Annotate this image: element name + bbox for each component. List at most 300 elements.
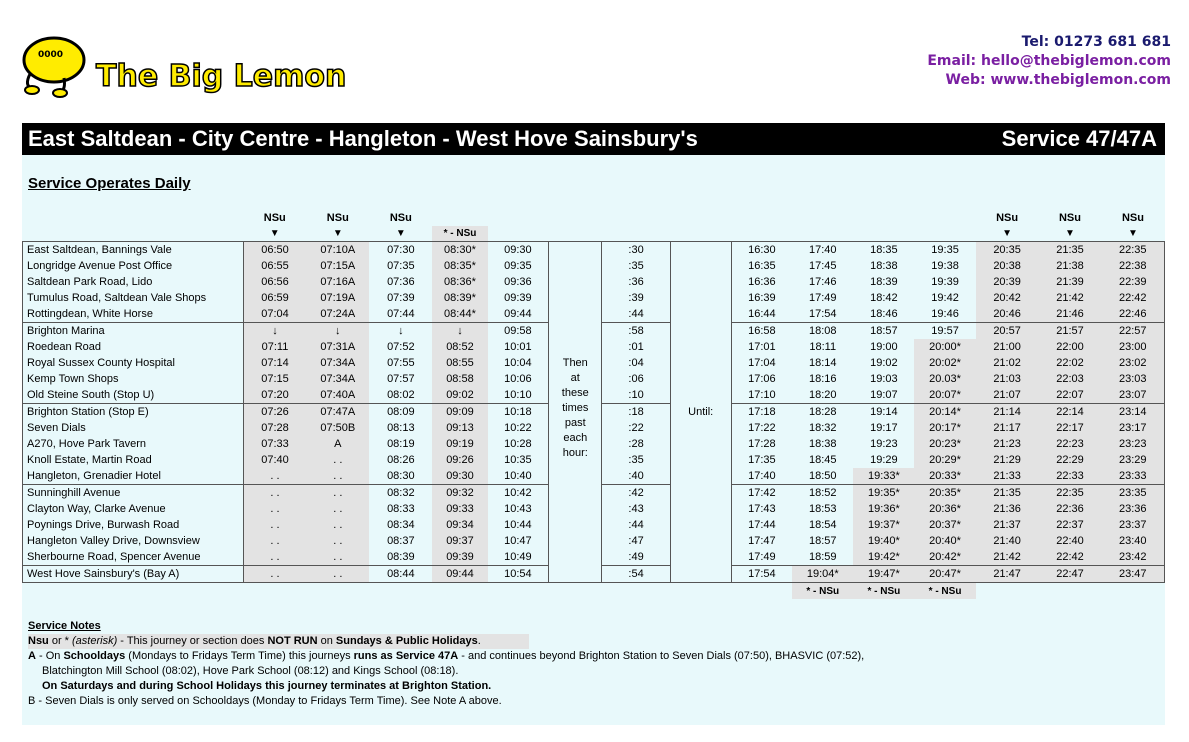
- then-word: these: [561, 386, 589, 399]
- minutes-past-cell: :39: [602, 290, 670, 306]
- time-cell: 22:23: [1039, 436, 1102, 452]
- header-left-cell: ▼: [332, 228, 343, 239]
- time-cell: 09:13: [432, 420, 487, 436]
- footer-empty-cell: [243, 583, 306, 600]
- time-cell: 21:37: [976, 517, 1039, 533]
- time-cell: 20:36*: [914, 501, 975, 517]
- header-mid-cell: [602, 226, 670, 242]
- time-cell: 23:17: [1101, 420, 1164, 436]
- time-cell: 18:42: [870, 291, 898, 304]
- time-cell: 17:47: [731, 533, 792, 549]
- time-cell: 18:45: [808, 453, 837, 466]
- time-cell: 17:18: [731, 404, 792, 421]
- time-cell: 10:42: [488, 485, 549, 502]
- time-cell: 22:35: [1039, 485, 1102, 502]
- minutes-past-cell: :18: [602, 404, 670, 421]
- time-cell: 07:04: [243, 306, 306, 323]
- time-cell: 08:37: [387, 534, 415, 547]
- minutes-past-cell: :30: [602, 242, 670, 259]
- logo-wordmark: The Big Lemon: [96, 59, 347, 94]
- time-cell: 20:00*: [914, 339, 975, 355]
- time-cell: 08:09: [387, 405, 415, 418]
- time-cell: 19:33*: [853, 468, 914, 485]
- stop-name: Sunninghill Avenue: [23, 485, 244, 502]
- stop-name: Kemp Town Shops: [23, 371, 244, 387]
- time-cell: 10:49: [488, 549, 549, 566]
- minutes-past-cell: :28: [602, 436, 670, 452]
- time-cell: 18:38: [870, 259, 898, 272]
- service-notes: [28, 619, 1158, 709]
- footer-empty-cell: [670, 583, 731, 600]
- footer-nsu-cell: * - NSu: [853, 583, 914, 600]
- time-cell: 21:29: [976, 452, 1039, 468]
- stop-name: Hangleton, Grenadier Hotel: [23, 468, 244, 485]
- time-cell: 09:30: [488, 242, 549, 259]
- time-cell: 19:23: [870, 437, 898, 450]
- header-right-cell: ▼: [1065, 228, 1075, 239]
- footer-nsu-cell: [1039, 583, 1102, 600]
- contact-email[interactable]: Email: hello@thebiglemon.com: [927, 53, 1171, 69]
- then-word: past: [564, 416, 586, 429]
- time-cell: 07:34A: [306, 371, 369, 387]
- time-cell: 07:33: [243, 436, 306, 452]
- header-left-cell: * - NSu: [432, 226, 487, 242]
- time-cell: 07:14: [243, 355, 306, 371]
- time-cell: 21:23: [976, 436, 1039, 452]
- header-right-cell: NSu: [1121, 212, 1144, 224]
- route-title: East Saltdean - City Centre - Hangleton - West Hove Sainsbury's: [28, 126, 698, 151]
- time-cell: 23:02: [1101, 355, 1164, 371]
- time-cell: 07:26: [243, 404, 306, 421]
- time-cell: 20:17*: [914, 420, 975, 436]
- time-cell: . .: [306, 485, 369, 502]
- time-cell: 07:44: [369, 306, 432, 323]
- header-then-cell: [549, 226, 602, 242]
- time-cell: 22:00: [1039, 339, 1102, 355]
- time-cell: 16:44: [731, 306, 792, 323]
- time-cell: 21:35: [976, 485, 1039, 502]
- time-cell: 18:11: [809, 340, 837, 353]
- time-cell: 18:54: [808, 518, 837, 531]
- time-cell: 10:18: [488, 404, 549, 421]
- minutes-past-cell: :49: [602, 549, 670, 566]
- time-cell: 21:40: [976, 533, 1039, 549]
- time-cell: 18:53: [808, 502, 837, 515]
- time-cell: 20:23*: [914, 436, 975, 452]
- minutes-past-cell: :54: [602, 566, 670, 583]
- time-cell: 07:15A: [306, 258, 369, 274]
- time-cell: 17:46: [808, 275, 837, 288]
- stop-name: Royal Sussex County Hospital: [23, 355, 244, 371]
- time-cell: 20:35: [976, 242, 1039, 259]
- time-cell: 07:40A: [306, 387, 369, 404]
- time-cell: 21:57: [1039, 323, 1102, 340]
- header-left-cell: ▼: [395, 228, 406, 239]
- time-cell: 17:44: [731, 517, 792, 533]
- time-cell: 18:28: [808, 405, 837, 418]
- time-cell: 07:35: [387, 259, 415, 272]
- header-right-cell: [731, 226, 792, 242]
- time-cell: 09:32: [432, 485, 487, 502]
- minutes-past-cell: :36: [602, 274, 670, 290]
- until-label: Until:: [670, 242, 731, 583]
- time-cell: 20:02*: [914, 355, 975, 371]
- time-cell: . .: [243, 533, 306, 549]
- header-left-cell: ▼: [269, 228, 280, 239]
- time-cell: 19:37*: [853, 517, 914, 533]
- then-word: hour:: [562, 446, 588, 459]
- footer-nsu-cell: [731, 583, 792, 600]
- time-cell: 18:57: [870, 324, 898, 337]
- time-cell: 08:30: [369, 468, 432, 485]
- stop-name: Brighton Marina: [23, 323, 244, 340]
- time-cell: 23:47: [1101, 566, 1164, 583]
- minutes-past-cell: :35: [602, 452, 670, 468]
- time-cell: 10:54: [488, 566, 549, 583]
- time-cell: 21:36: [976, 501, 1039, 517]
- time-cell: 07:34A: [306, 355, 369, 371]
- time-cell: 21:33: [976, 468, 1039, 485]
- footer-empty-cell: [488, 583, 549, 600]
- stop-name: Sherbourne Road, Spencer Avenue: [23, 549, 244, 566]
- time-cell: 22:29: [1039, 452, 1102, 468]
- time-cell: 07:24A: [306, 306, 369, 323]
- time-cell: 19:03: [870, 372, 898, 385]
- lemon-mascot-icon: [16, 30, 347, 100]
- time-cell: 23:29: [1101, 452, 1164, 468]
- time-cell: 08:39: [369, 549, 432, 566]
- arrow-row: [23, 226, 1165, 242]
- time-cell: 23:35: [1101, 485, 1164, 502]
- time-cell: 09:34: [432, 517, 487, 533]
- time-cell: 08:34: [387, 518, 415, 531]
- time-cell: 23:00: [1101, 339, 1164, 355]
- header-left-cell: NSu: [326, 212, 349, 224]
- minutes-past-cell: :43: [602, 501, 670, 517]
- time-cell: 21:46: [1039, 306, 1102, 323]
- time-cell: 18:35: [853, 242, 914, 259]
- footer-empty-cell: [549, 583, 602, 600]
- header-right-cell: NSu: [996, 212, 1019, 224]
- time-cell: 10:43: [488, 501, 549, 517]
- time-cell: 18:52: [808, 486, 837, 499]
- footer-nsu-cell: * - NSu: [914, 583, 975, 600]
- time-cell: 21:35: [1039, 242, 1102, 259]
- time-cell: . .: [243, 485, 306, 502]
- time-cell: 16:35: [731, 258, 792, 274]
- time-cell: 23:42: [1101, 549, 1164, 566]
- time-cell: 08:44*: [432, 306, 487, 323]
- time-cell: 18:20: [792, 387, 853, 404]
- contact-block: [927, 33, 1171, 90]
- time-cell: 07:30: [369, 242, 432, 259]
- timetable-panel: [22, 155, 1165, 725]
- time-cell: 07:47A: [306, 404, 369, 421]
- time-cell: 18:57: [808, 534, 837, 547]
- time-cell: 07:28: [243, 420, 306, 436]
- time-cell: 22:42: [1039, 549, 1102, 566]
- minutes-past-cell: :42: [602, 485, 670, 502]
- time-cell: 20:14*: [914, 404, 975, 421]
- title-bar: [22, 123, 1165, 155]
- time-cell: 09:44: [488, 306, 549, 323]
- time-cell: 21:39: [1039, 274, 1102, 290]
- time-cell: . .: [306, 517, 369, 533]
- contact-tel: Tel: 01273 681 681: [1021, 34, 1171, 50]
- time-cell: . .: [306, 452, 369, 468]
- header-right-cell: [853, 226, 914, 242]
- minutes-past-cell: :35: [602, 258, 670, 274]
- time-cell: 20.03*: [914, 371, 975, 387]
- header-right-cell: [914, 211, 975, 226]
- time-cell: 19:47*: [853, 566, 914, 583]
- time-cell: 16:36: [731, 274, 792, 290]
- time-cell: 22:57: [1101, 323, 1164, 340]
- time-cell: 16:58: [731, 323, 792, 340]
- time-cell: 17:04: [731, 355, 792, 371]
- time-cell: 22:47: [1039, 566, 1102, 583]
- stop-name: East Saltdean, Bannings Vale: [23, 242, 244, 259]
- time-cell: 22:07: [1039, 387, 1102, 404]
- time-cell: 06:56: [243, 274, 306, 290]
- time-cell: 18:08: [808, 324, 837, 337]
- operates-heading: Service Operates Daily: [28, 175, 191, 192]
- time-cell: 10:22: [488, 420, 549, 436]
- time-cell: 07:16A: [306, 274, 369, 290]
- time-cell: 07:57: [387, 372, 415, 385]
- stop-name: Hangleton Valley Drive, Downsview: [23, 533, 244, 549]
- time-cell: 19:07: [853, 387, 914, 404]
- time-cell: 10:10: [488, 387, 549, 404]
- time-cell: 17:40: [792, 242, 853, 259]
- time-cell: 21:17: [976, 420, 1039, 436]
- time-cell: 21:14: [976, 404, 1039, 421]
- time-cell: 20:42*: [914, 549, 975, 566]
- time-cell: ↓: [432, 323, 487, 340]
- time-cell: 20:33*: [914, 468, 975, 485]
- minutes-past-cell: :10: [602, 387, 670, 404]
- time-cell: 23:23: [1101, 436, 1164, 452]
- stop-name: Rottingdean, White Horse: [23, 306, 244, 323]
- time-cell: 07:55: [387, 356, 415, 369]
- time-cell: . .: [243, 501, 306, 517]
- time-cell: 22:39: [1101, 274, 1164, 290]
- time-cell: 18:46: [853, 306, 914, 323]
- time-cell: 21:07: [976, 387, 1039, 404]
- time-cell: 08:39*: [432, 290, 487, 306]
- time-cell: 19:29: [870, 453, 898, 466]
- stop-name: Old Steine South (Stop U): [23, 387, 244, 404]
- time-cell: 22:35: [1101, 242, 1164, 259]
- time-cell: 09:39: [488, 290, 549, 306]
- service-number: Service 47/47A: [1001, 126, 1157, 151]
- time-cell: 20:38: [976, 258, 1039, 274]
- time-cell: 20:07*: [914, 387, 975, 404]
- time-cell: 23:14: [1101, 404, 1164, 421]
- time-cell: 06:50: [243, 242, 306, 259]
- time-cell: 20:47*: [914, 566, 975, 583]
- note-nsu: Nsu or * (asterisk) - This journey or section does NOT RUN on Sundays & Public Holidays.: [28, 634, 1158, 649]
- time-cell: 09:26: [432, 452, 487, 468]
- header-left-cell: [488, 226, 549, 242]
- time-cell: 09:35: [488, 258, 549, 274]
- time-cell: 17:10: [731, 387, 792, 404]
- time-cell: ↓: [243, 323, 306, 340]
- time-cell: . .: [306, 533, 369, 549]
- time-cell: 19:35*: [853, 485, 914, 502]
- time-cell: 09:30: [432, 468, 487, 485]
- time-cell: A: [306, 436, 369, 452]
- header-right-cell: ▼: [1002, 228, 1013, 239]
- time-cell: 07:40: [243, 452, 306, 468]
- time-cell: 17:45: [808, 259, 837, 272]
- time-cell: 20:57: [976, 323, 1039, 340]
- time-cell: 21:42: [976, 549, 1039, 566]
- time-cell: 10:01: [488, 339, 549, 355]
- time-cell: 09:58: [488, 323, 549, 340]
- time-cell: 22:33: [1039, 468, 1102, 485]
- time-cell: 23:07: [1101, 387, 1164, 404]
- time-cell: 08:33: [387, 502, 415, 515]
- time-cell: 16:30: [731, 242, 792, 259]
- time-cell: 17:54: [792, 306, 853, 323]
- time-cell: 20:35*: [914, 485, 975, 502]
- time-cell: . .: [243, 566, 306, 583]
- time-cell: 16:39: [731, 290, 792, 306]
- time-cell: 08:35*: [432, 258, 487, 274]
- time-cell: 09:37: [432, 533, 487, 549]
- time-cell: 22:46: [1101, 306, 1164, 323]
- footer-nsu-cell: * - NSu: [792, 583, 853, 600]
- stop-name: Poynings Drive, Burwash Road: [23, 517, 244, 533]
- table-row: [23, 242, 1165, 259]
- time-cell: 07:20: [243, 387, 306, 404]
- time-cell: 09:09: [432, 404, 487, 421]
- header-until-cell: [670, 226, 731, 242]
- footer-empty-cell: [602, 583, 670, 600]
- contact-web[interactable]: Web: www.thebiglemon.com: [945, 72, 1171, 88]
- time-cell: 17:01: [731, 339, 792, 355]
- time-cell: 10:40: [488, 468, 549, 485]
- time-cell: . .: [243, 549, 306, 566]
- stop-name: West Hove Sainsbury's (Bay A): [23, 566, 244, 583]
- time-cell: 10:04: [488, 355, 549, 371]
- time-cell: 23:40: [1101, 533, 1164, 549]
- minutes-past-cell: :58: [602, 323, 670, 340]
- time-cell: . .: [306, 566, 369, 583]
- time-cell: 17:06: [731, 371, 792, 387]
- stop-name: Brighton Station (Stop E): [23, 404, 244, 421]
- time-cell: 17:40: [731, 468, 792, 485]
- time-cell: 18:38: [808, 437, 837, 450]
- stop-name: Seven Dials: [23, 420, 244, 436]
- time-cell: 22:38: [1101, 258, 1164, 274]
- time-cell: 23:36: [1101, 501, 1164, 517]
- notes-title: Service Notes: [28, 620, 101, 632]
- time-cell: 10:44: [488, 517, 549, 533]
- footer-row: [23, 583, 1165, 600]
- time-cell: ↓: [398, 324, 404, 337]
- header-right-cell: [853, 211, 914, 226]
- time-cell: 22:42: [1101, 290, 1164, 306]
- time-cell: 19:02: [870, 356, 898, 369]
- time-cell: 20:42: [976, 290, 1039, 306]
- time-cell: 22:02: [1039, 355, 1102, 371]
- time-cell: ↓: [306, 323, 369, 340]
- header-row: [23, 211, 1165, 226]
- time-cell: 08:44: [369, 566, 432, 583]
- then-word: times: [562, 401, 589, 414]
- time-cell: 19:42: [931, 291, 959, 304]
- time-cell: 17:42: [731, 485, 792, 502]
- time-cell: 23:33: [1101, 468, 1164, 485]
- time-cell: 08:26: [387, 453, 415, 466]
- header-mid-cell: [602, 211, 670, 226]
- logo-face-text: 0000: [38, 50, 64, 60]
- time-cell: . .: [306, 549, 369, 566]
- then-word: at: [570, 371, 580, 384]
- time-cell: 07:15: [243, 371, 306, 387]
- time-cell: 21:38: [1039, 258, 1102, 274]
- time-cell: 08:52: [432, 339, 487, 355]
- header-right-cell: [792, 226, 853, 242]
- time-cell: 07:52: [387, 340, 415, 353]
- time-cell: 06:59: [243, 290, 306, 306]
- time-cell: . .: [243, 517, 306, 533]
- header-left-cell: [432, 211, 487, 226]
- time-cell: 17:49: [731, 549, 792, 566]
- time-cell: 22:03: [1039, 371, 1102, 387]
- footer-nsu-cell: [1101, 583, 1164, 600]
- minutes-past-cell: :04: [602, 355, 670, 371]
- minutes-past-cell: :44: [602, 306, 670, 323]
- time-cell: 18:50: [792, 468, 853, 485]
- minutes-past-cell: :44: [602, 517, 670, 533]
- then-word: Then: [562, 356, 588, 369]
- time-cell: 19:17: [870, 421, 898, 434]
- time-cell: 20:29*: [914, 452, 975, 468]
- big-lemon-logo: [16, 30, 347, 100]
- note-a: A - On Schooldays (Mondays to Fridays Term Time) this journeys runs as Service 47A - and continues beyond Brighton Station to Seven Dials (07:50), BHASVIC (07:52),: [28, 650, 865, 662]
- header-left-cell: NSu: [263, 212, 286, 224]
- header-left-cell: [488, 211, 549, 226]
- time-cell: 17:54: [731, 566, 792, 583]
- time-cell: 19:42*: [853, 549, 914, 566]
- time-cell: 21:02: [976, 355, 1039, 371]
- footer-empty-cell: [23, 583, 244, 600]
- minutes-past-cell: :22: [602, 420, 670, 436]
- time-cell: 08:36*: [432, 274, 487, 290]
- note-a-line3: On Saturdays and during School Holidays this journey terminates at Brighton Station.: [42, 680, 492, 692]
- time-cell: . .: [306, 501, 369, 517]
- time-cell: 08:02: [369, 387, 432, 404]
- time-cell: 09:33: [432, 501, 487, 517]
- footer-nsu-cell: [976, 583, 1039, 600]
- time-cell: 19:38: [931, 259, 959, 272]
- time-cell: 20:40*: [914, 533, 975, 549]
- stop-name: Saltdean Park Road, Lido: [23, 274, 244, 290]
- time-cell: 20:46: [976, 306, 1039, 323]
- time-cell: 19:46: [914, 306, 975, 323]
- stop-name: Roedean Road: [23, 339, 244, 355]
- time-cell: 22:36: [1039, 501, 1102, 517]
- time-cell: . .: [243, 468, 306, 485]
- time-cell: 09:19: [432, 436, 487, 452]
- header-right-cell: NSu: [1058, 212, 1081, 224]
- then-word: each: [563, 431, 588, 444]
- header-right-cell: [731, 211, 792, 226]
- stop-name: Knoll Estate, Martin Road: [23, 452, 244, 468]
